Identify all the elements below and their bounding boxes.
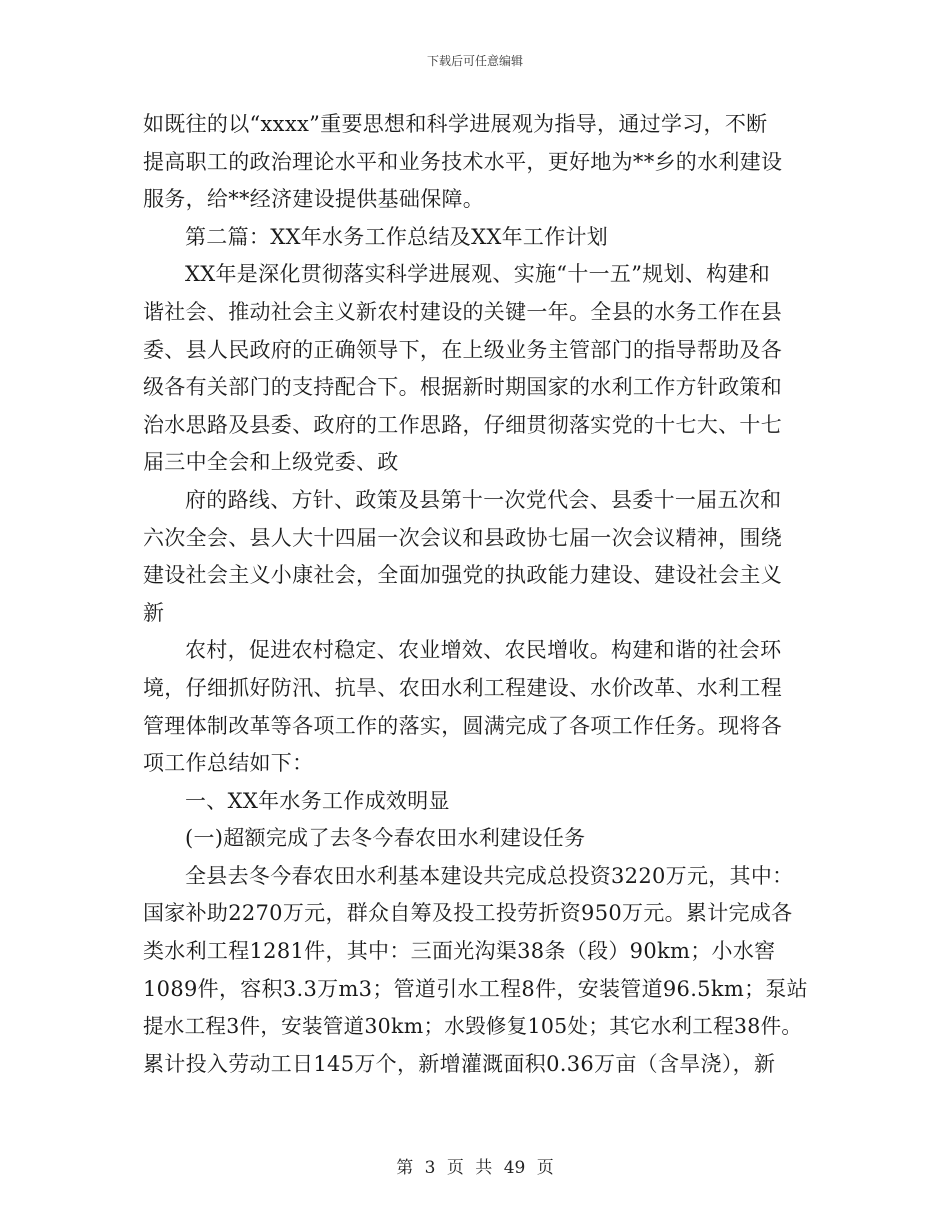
text-line: 治水思路及县委、政府的工作思路，仔细贯彻落实党的十七大、十七 — [143, 412, 782, 437]
text-line: 届三中全会和上级党委、政 — [143, 450, 399, 475]
text-line: 服务，给**经济建设提供基础保障。 — [143, 187, 485, 212]
text-line: 全县去冬今春农田水利基本建设共完成总投资3220万元，其中： — [185, 863, 794, 888]
text-line: 府的路线、方针、政策及县第十一次党代会、县委十一届五次和 — [185, 487, 782, 512]
text-line: (一)超额完成了去冬今春农田水利建设任务 — [185, 826, 586, 851]
text-line: 境，仔细抓好防汛、抗旱、农田水利工程建设、水价改革、水利工程 — [143, 675, 782, 700]
text-line: 提高职工的政治理论水平和业务技术水平，更好地为**乡的水利建设 — [143, 149, 783, 174]
text-line: XX年是深化贯彻落实科学进展观、实施“十一五”规划、构建和 — [185, 262, 771, 287]
page-header: 下载后可任意编辑 — [426, 54, 523, 68]
text-line: 1089件，容积3.3万m3；管道引水工程8件，安装管道96.5km；泵站 — [143, 976, 808, 1001]
text-line: 六次全会、县人大十四届一次会议和县政协七届一次会议精神，围绕 — [143, 525, 782, 550]
text-line: 建设社会主义小康社会，全面加强党的执政能力建设、建设社会主义 — [143, 563, 782, 588]
text-line: 管理体制改革等各项工作的落实，圆满完成了各项工作任务。现将各 — [143, 713, 782, 738]
text-line: 类水利工程1281件，其中：三面光沟渠38条（段）90km；小水窖 — [143, 939, 776, 964]
body-text — [143, 106, 811, 1083]
text-line: 农村，促进农村稳定、农业增效、农民增收。构建和谐的社会环 — [185, 638, 782, 663]
text-line: 一、XX年水务工作成效明显 — [185, 788, 450, 813]
text-line: 国家补助2270万元，群众自筹及投工投劳折资950万元。累计完成各 — [143, 901, 793, 926]
text-line: 累计投入劳动工日145万个，新增灌溉面积0.36万亩（含旱浇），新 — [143, 1051, 776, 1076]
text-line: 级各有关部门的支持配合下。根据新时期国家的水利工作方针政策和 — [143, 375, 782, 400]
text-line: 谐社会、推动社会主义新农村建设的关键一年。全县的水务工作在县 — [143, 299, 782, 324]
text-line: 新 — [143, 600, 165, 625]
text-line: 提水工程3件，安装管道30km；水毁修复105处；其它水利工程38件。 — [143, 1014, 803, 1039]
text-line: 第二篇：XX年水务工作总结及XX年工作计划 — [185, 224, 609, 249]
text-line: 项工作总结如下： — [143, 751, 314, 776]
text-line: 委、县人民政府的正确领导下，在上级业务主管部门的指导帮助及各 — [143, 337, 782, 362]
page-footer: 第 3 页 共 49 页 — [396, 1158, 554, 1178]
text-line: 如既往的以“xxxx”重要思想和科学进展观为指导，通过学习，不断 — [143, 112, 768, 136]
